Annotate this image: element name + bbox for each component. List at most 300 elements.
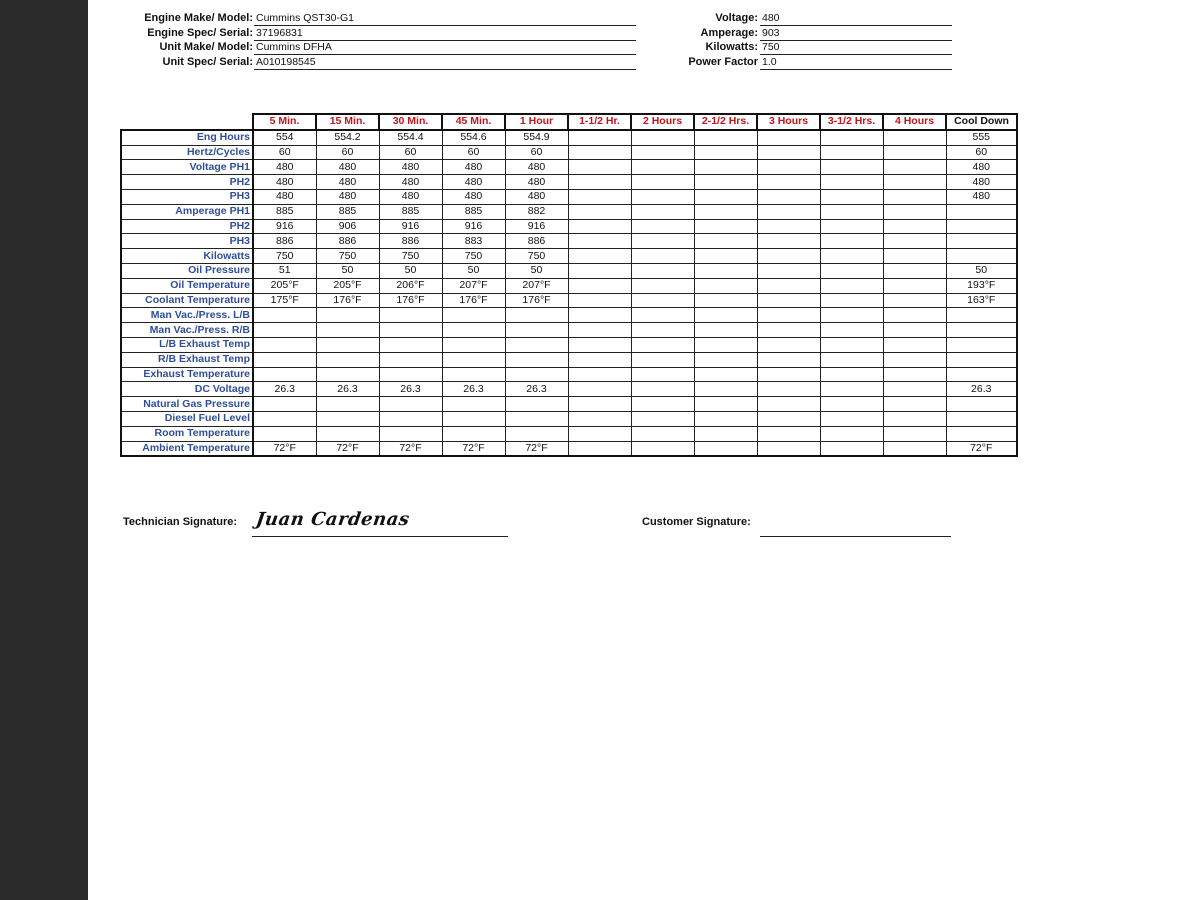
row-label: PH3 [121, 189, 253, 204]
table-cell [883, 293, 946, 308]
engine-info-value-2: Cummins DFHA [254, 40, 636, 55]
table-row [121, 204, 1017, 219]
table-cell [757, 352, 820, 367]
table-cell [757, 160, 820, 175]
table-cell [631, 382, 694, 397]
table-cell [820, 189, 883, 204]
table-cell: 50 [442, 263, 505, 278]
table-cell [883, 323, 946, 338]
table-cell [883, 367, 946, 382]
table-cell: 50 [379, 263, 442, 278]
table-cell [631, 204, 694, 219]
table-cell [820, 367, 883, 382]
table-cell [694, 249, 757, 264]
column-header: 3-1/2 Hrs. [820, 114, 883, 130]
table-cell [694, 441, 757, 456]
table-cell [316, 323, 379, 338]
table-cell: 750 [316, 249, 379, 264]
table-cell [694, 323, 757, 338]
column-header: 4 Hours [883, 114, 946, 130]
table-cell [694, 397, 757, 412]
electrical-info-value-0: 480 [760, 11, 952, 26]
table-cell [757, 293, 820, 308]
table-cell: 906 [316, 219, 379, 234]
table-cell [757, 367, 820, 382]
table-cell [568, 426, 631, 441]
row-label: Diesel Fuel Level [121, 411, 253, 426]
table-cell: 916 [253, 219, 316, 234]
table-cell: 26.3 [946, 382, 1017, 397]
row-label: PH2 [121, 219, 253, 234]
table-cell [946, 219, 1017, 234]
table-cell [631, 175, 694, 190]
table-cell [694, 130, 757, 145]
table-cell [253, 352, 316, 367]
row-label: Coolant Temperature [121, 293, 253, 308]
table-cell [316, 352, 379, 367]
engine-info-label-2: Unit Make/ Model: [159, 41, 253, 54]
table-cell [253, 397, 316, 412]
table-cell [631, 263, 694, 278]
table-cell: 60 [505, 145, 568, 160]
table-row [121, 308, 1017, 323]
table-cell: 50 [316, 263, 379, 278]
table-cell [946, 234, 1017, 249]
table-cell: 207°F [505, 278, 568, 293]
customer-signature-label: Customer Signature: [642, 516, 751, 528]
table-cell: 885 [253, 204, 316, 219]
table-cell [757, 189, 820, 204]
row-label: PH2 [121, 175, 253, 190]
table-cell: 885 [379, 204, 442, 219]
table-cell: 60 [442, 145, 505, 160]
table-cell [568, 293, 631, 308]
table-cell [757, 204, 820, 219]
table-row [121, 337, 1017, 352]
table-cell [568, 323, 631, 338]
table-cell: 175°F [253, 293, 316, 308]
table-row [121, 249, 1017, 264]
table-cell: 480 [316, 189, 379, 204]
table-cell [757, 337, 820, 352]
table-cell: 480 [442, 160, 505, 175]
column-header: 3 Hours [757, 114, 820, 130]
table-cell: 72°F [505, 441, 568, 456]
table-cell [631, 308, 694, 323]
column-header: 1-1/2 Hr. [568, 114, 631, 130]
table-row [121, 411, 1017, 426]
table-cell [442, 308, 505, 323]
row-label: Voltage PH1 [121, 160, 253, 175]
table-cell: 480 [946, 189, 1017, 204]
table-cell: 205°F [316, 278, 379, 293]
table-cell [631, 145, 694, 160]
table-cell [757, 382, 820, 397]
table-cell [946, 337, 1017, 352]
table-cell [316, 337, 379, 352]
table-cell [757, 441, 820, 456]
table-cell: 750 [379, 249, 442, 264]
table-cell [568, 367, 631, 382]
table-row [121, 426, 1017, 441]
table-cell [820, 278, 883, 293]
table-row [121, 189, 1017, 204]
table-cell [694, 189, 757, 204]
table-cell [253, 337, 316, 352]
table-cell [694, 411, 757, 426]
table-cell [820, 441, 883, 456]
table-cell [820, 145, 883, 160]
table-cell [568, 397, 631, 412]
table-cell: 480 [946, 160, 1017, 175]
table-cell [820, 411, 883, 426]
table-cell: 26.3 [316, 382, 379, 397]
table-cell [757, 145, 820, 160]
table-cell [631, 293, 694, 308]
table-cell [568, 308, 631, 323]
table-cell [883, 263, 946, 278]
table-row [121, 263, 1017, 278]
table-cell: 26.3 [505, 382, 568, 397]
table-cell: 51 [253, 263, 316, 278]
table-cell [442, 426, 505, 441]
table-cell [694, 219, 757, 234]
table-header-row [121, 114, 1017, 130]
table-cell: 750 [253, 249, 316, 264]
table-cell [631, 219, 694, 234]
engine-info-value-0: Cummins QST30-G1 [254, 11, 636, 26]
column-header: 2 Hours [631, 114, 694, 130]
table-cell [631, 397, 694, 412]
table-row [121, 441, 1017, 456]
table-cell [757, 234, 820, 249]
engine-info-value-1: 37196831 [254, 26, 636, 41]
table-cell [946, 308, 1017, 323]
table-cell: 480 [505, 175, 568, 190]
table-cell [568, 175, 631, 190]
column-header: Cool Down [946, 114, 1017, 130]
table-cell [568, 145, 631, 160]
table-cell [946, 367, 1017, 382]
table-cell: 480 [253, 160, 316, 175]
table-cell [505, 308, 568, 323]
table-cell [568, 249, 631, 264]
table-cell: 480 [253, 189, 316, 204]
table-cell [253, 426, 316, 441]
table-cell: 480 [442, 175, 505, 190]
table-cell [505, 352, 568, 367]
table-cell: 206°F [379, 278, 442, 293]
column-header: 15 Min. [316, 114, 379, 130]
table-cell: 480 [253, 175, 316, 190]
table-cell [631, 130, 694, 145]
table-cell [946, 204, 1017, 219]
row-label: Room Temperature [121, 426, 253, 441]
row-label: Eng Hours [121, 130, 253, 145]
table-row [121, 278, 1017, 293]
row-label: PH3 [121, 234, 253, 249]
table-cell: 554 [253, 130, 316, 145]
table-cell [820, 160, 883, 175]
row-label: L/B Exhaust Temp [121, 337, 253, 352]
table-cell: 480 [379, 175, 442, 190]
table-cell [316, 367, 379, 382]
table-cell [946, 249, 1017, 264]
table-cell: 60 [316, 145, 379, 160]
header-blank-cell [121, 114, 253, 130]
table-cell [883, 397, 946, 412]
table-cell: 480 [316, 175, 379, 190]
column-header: 5 Min. [253, 114, 316, 130]
table-cell [820, 130, 883, 145]
row-label: Hertz/Cycles [121, 145, 253, 160]
table-cell [883, 249, 946, 264]
table-cell [316, 397, 379, 412]
table-cell [253, 367, 316, 382]
table-cell [757, 308, 820, 323]
table-cell [883, 308, 946, 323]
table-cell [505, 426, 568, 441]
table-cell: 750 [442, 249, 505, 264]
table-cell [379, 411, 442, 426]
table-cell [568, 189, 631, 204]
table-cell [505, 367, 568, 382]
table-cell [316, 426, 379, 441]
table-cell [568, 441, 631, 456]
table-cell [442, 411, 505, 426]
table-cell [757, 263, 820, 278]
table-cell [631, 234, 694, 249]
table-cell: 886 [379, 234, 442, 249]
table-cell [757, 426, 820, 441]
table-cell: 882 [505, 204, 568, 219]
table-cell [631, 189, 694, 204]
table-cell [820, 397, 883, 412]
table-cell [316, 411, 379, 426]
table-cell [757, 249, 820, 264]
table-cell: 916 [505, 219, 568, 234]
table-cell: 886 [505, 234, 568, 249]
table-cell: 60 [253, 145, 316, 160]
table-cell: 554.6 [442, 130, 505, 145]
table-cell [820, 204, 883, 219]
table-cell [757, 397, 820, 412]
technician-signature: Juan Cardenas [254, 509, 411, 530]
table-cell [820, 323, 883, 338]
table-cell [883, 278, 946, 293]
table-cell [253, 308, 316, 323]
table-cell [820, 352, 883, 367]
table-row [121, 293, 1017, 308]
table-cell: 176°F [505, 293, 568, 308]
table-cell [631, 323, 694, 338]
table-cell [694, 382, 757, 397]
table-cell [883, 130, 946, 145]
table-cell [505, 337, 568, 352]
table-cell [568, 263, 631, 278]
table-cell [253, 411, 316, 426]
table-cell [694, 352, 757, 367]
row-label: Exhaust Temperature [121, 367, 253, 382]
table-row [121, 323, 1017, 338]
table-cell [568, 337, 631, 352]
table-cell [568, 278, 631, 293]
table-cell [757, 175, 820, 190]
table-cell [442, 397, 505, 412]
table-cell: 480 [505, 189, 568, 204]
row-label: Man Vac./Press. R/B [121, 323, 253, 338]
table-cell [694, 204, 757, 219]
table-cell: 885 [316, 204, 379, 219]
table-cell: 72°F [379, 441, 442, 456]
table-cell: 207°F [442, 278, 505, 293]
table-cell: 205°F [253, 278, 316, 293]
table-cell [568, 411, 631, 426]
readings-table [120, 113, 1018, 457]
table-cell [694, 160, 757, 175]
table-cell [883, 219, 946, 234]
electrical-info-value-3: 1.0 [760, 55, 952, 70]
table-cell [631, 337, 694, 352]
table-cell [757, 130, 820, 145]
table-cell: 163°F [946, 293, 1017, 308]
table-cell [820, 426, 883, 441]
table-row [121, 397, 1017, 412]
table-cell [631, 352, 694, 367]
table-row [121, 175, 1017, 190]
table-row [121, 234, 1017, 249]
table-cell [631, 278, 694, 293]
table-cell: 26.3 [442, 382, 505, 397]
table-cell: 72°F [253, 441, 316, 456]
table-cell [631, 411, 694, 426]
table-cell: 554.2 [316, 130, 379, 145]
table-cell [883, 337, 946, 352]
table-cell [631, 441, 694, 456]
table-cell [946, 352, 1017, 367]
table-cell: 916 [442, 219, 505, 234]
row-label: Amperage PH1 [121, 204, 253, 219]
table-cell [883, 145, 946, 160]
column-header: 1 Hour [505, 114, 568, 130]
technician-signature-label: Technician Signature: [123, 516, 238, 528]
table-row [121, 219, 1017, 234]
table-cell [883, 352, 946, 367]
table-cell: 886 [316, 234, 379, 249]
table-cell [820, 308, 883, 323]
table-cell: 26.3 [379, 382, 442, 397]
table-cell: 883 [442, 234, 505, 249]
electrical-info-label-3: Power Factor [688, 55, 758, 68]
table-cell [568, 352, 631, 367]
column-header: 45 Min. [442, 114, 505, 130]
engine-info-label-0: Engine Make/ Model: [144, 12, 253, 24]
engine-info-label-1: Engine Spec/ Serial: [147, 26, 253, 39]
table-cell [820, 337, 883, 352]
table-cell [442, 352, 505, 367]
table-cell: 886 [253, 234, 316, 249]
table-cell: 26.3 [253, 382, 316, 397]
table-cell: 50 [505, 263, 568, 278]
table-cell [883, 411, 946, 426]
table-cell: 60 [379, 145, 442, 160]
table-row [121, 352, 1017, 367]
column-header: 30 Min. [379, 114, 442, 130]
row-label: Kilowatts [121, 249, 253, 264]
table-cell: 50 [946, 263, 1017, 278]
table-cell: 176°F [442, 293, 505, 308]
row-label: Man Vac./Press. L/B [121, 308, 253, 323]
table-cell [820, 263, 883, 278]
table-cell [505, 323, 568, 338]
table-cell [694, 234, 757, 249]
table-cell [946, 323, 1017, 338]
table-cell: 750 [505, 249, 568, 264]
customer-signature-line[interactable] [760, 516, 951, 537]
table-cell: 885 [442, 204, 505, 219]
table-cell [379, 367, 442, 382]
table-cell [820, 175, 883, 190]
table-cell: 480 [379, 189, 442, 204]
table-cell [253, 323, 316, 338]
table-cell [820, 249, 883, 264]
table-row [121, 382, 1017, 397]
table-cell [694, 145, 757, 160]
electrical-info-value-1: 903 [760, 26, 952, 41]
table-cell [883, 175, 946, 190]
table-cell [631, 367, 694, 382]
table-cell [883, 234, 946, 249]
table-cell [442, 367, 505, 382]
table-cell [379, 352, 442, 367]
table-cell [820, 293, 883, 308]
table-cell [631, 160, 694, 175]
table-cell: 72°F [946, 441, 1017, 456]
table-cell: 60 [946, 145, 1017, 160]
table-cell [379, 426, 442, 441]
table-cell [568, 234, 631, 249]
table-row [121, 367, 1017, 382]
table-cell [694, 293, 757, 308]
table-cell [568, 219, 631, 234]
table-cell [883, 382, 946, 397]
engine-info-value-3: A010198545 [254, 55, 636, 70]
table-cell [631, 249, 694, 264]
table-cell [883, 441, 946, 456]
table-cell: 480 [442, 189, 505, 204]
table-cell [946, 397, 1017, 412]
column-header: 2-1/2 Hrs. [694, 114, 757, 130]
table-cell [694, 278, 757, 293]
table-cell: 480 [946, 175, 1017, 190]
table-cell: 480 [316, 160, 379, 175]
table-cell [694, 426, 757, 441]
table-cell: 193°F [946, 278, 1017, 293]
table-cell [505, 411, 568, 426]
table-cell: 480 [379, 160, 442, 175]
table-cell [757, 219, 820, 234]
table-cell [379, 337, 442, 352]
table-cell [757, 411, 820, 426]
table-row [121, 160, 1017, 175]
table-cell [505, 397, 568, 412]
electrical-info-label-2: Kilowatts: [705, 41, 758, 54]
row-label: Ambient Temperature [121, 441, 253, 456]
row-label: R/B Exhaust Temp [121, 352, 253, 367]
table-cell [946, 411, 1017, 426]
table-cell: 554.4 [379, 130, 442, 145]
table-cell: 555 [946, 130, 1017, 145]
